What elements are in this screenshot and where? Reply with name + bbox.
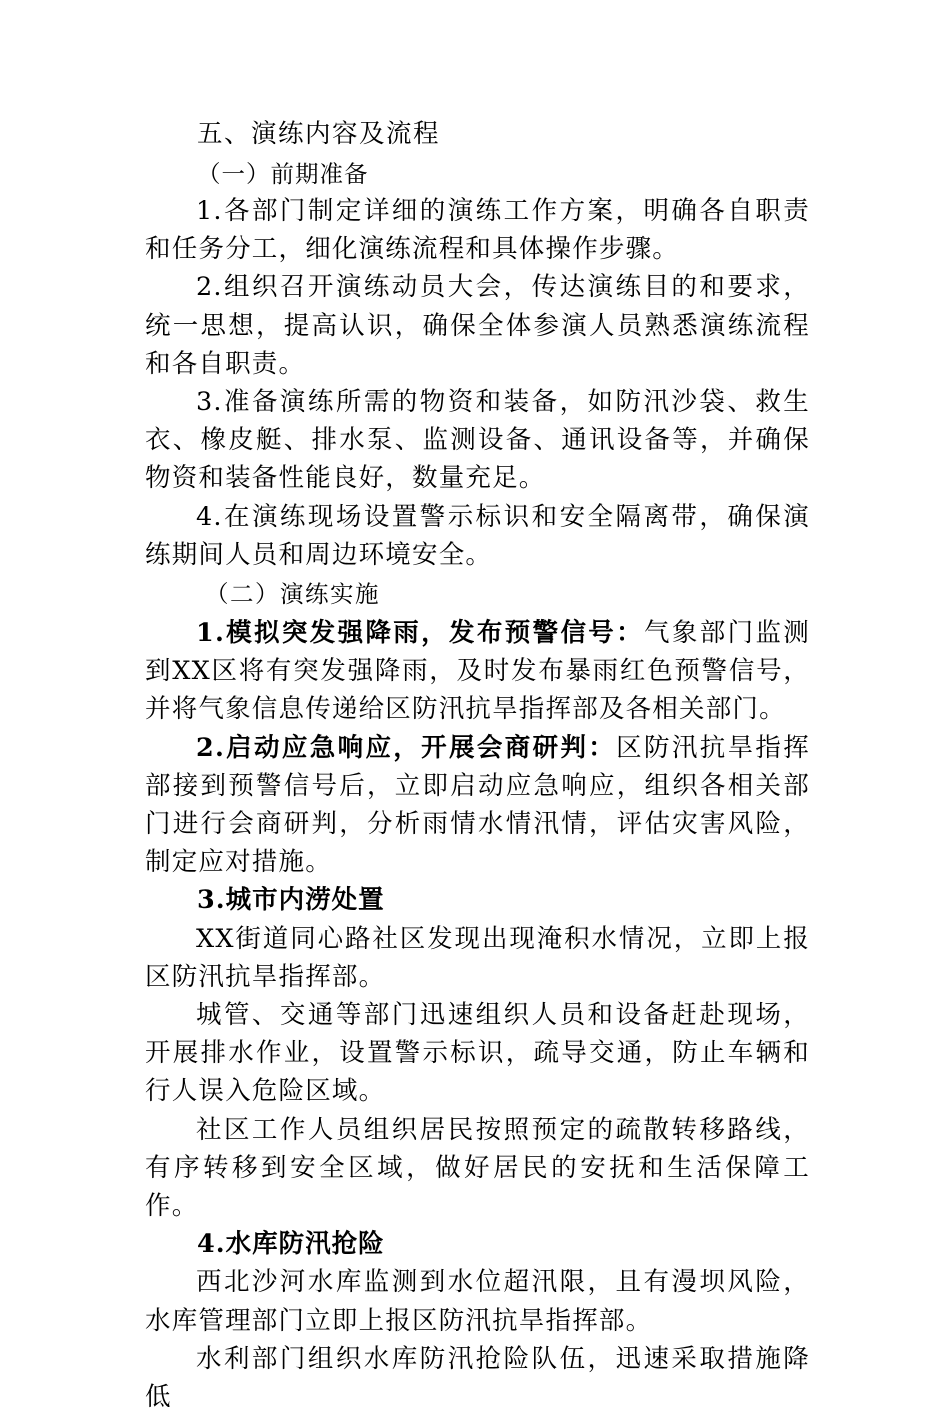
step-heading: 2.启动应急响应，开展会商研判： — [196, 732, 617, 763]
paragraph: XX街道同心路社区发现出现淹积水情况，立即上报区防汛抗旱指挥部。 — [145, 923, 810, 992]
section-title: 五、演练内容及流程 — [197, 119, 441, 149]
paragraph-step-1 — [145, 614, 810, 729]
paragraph: 3.准备演练所需的物资和装备，如防汛沙袋、救生衣、橡皮艇、排水泵、监测设备、通讯设备等，并确保物资和装备性能良好，数量充足。 — [145, 387, 810, 494]
paragraph: 2.组织召开演练动员大会，传达演练目的和要求，统一思想，提高认识，确保全体参演人员熟悉演练流程和各自职责。 — [145, 272, 810, 379]
paragraph: 4.在演练现场设置警示标识和安全隔离带，确保演练期间人员和周边环境安全。 — [145, 501, 810, 570]
paragraph: 1.各部门制定详细的演练工作方案，明确各自职责和任务分工，细化演练流程和具体操作步骤。 — [145, 196, 810, 265]
subsection-title-prep: （一）前期准备 — [197, 160, 369, 188]
document-body — [145, 112, 810, 1416]
step-heading-4: 4.水库防汛抢险 — [197, 1229, 385, 1260]
paragraph: 西北沙河水库监测到水位超汛限，且有漫坝风险，水库管理部门立即上报区防汛抗旱指挥部。 — [145, 1267, 810, 1336]
step-heading: 1.模拟突发强降雨，发布预警信号： — [196, 618, 645, 649]
paragraph: 社区工作人员组织居民按照预定的疏散转移路线，有序转移到安全区域，做好居民的安抚和生活保障工作。 — [145, 1114, 810, 1222]
step-text: 区防汛抗旱指挥部接到预警信号后，立即启动应急响应，组织各相关部门进行会商研判，分析雨情水情汛情，评估灾害风险，制定应对措施。 — [145, 732, 810, 878]
subsection-title-implementation: （二）演练实施 — [205, 580, 380, 609]
paragraph: 城管、交通等部门迅速组织人员和设备赶赴现场，开展排水作业，设置警示标识，疏导交通，防止车辆和行人误入危险区域。 — [145, 1000, 810, 1107]
step-text: 气象部门监测到XX区将有突发强降雨，及时发布暴雨红色预警信号，并将气象信息传递给区防汛抗旱指挥部及各相关部门。 — [145, 618, 810, 725]
paragraph-step-2 — [145, 729, 810, 882]
paragraph: 水利部门组织水库防汛抢险队伍，迅速采取措施降低 — [145, 1343, 810, 1413]
step-heading-3: 3.城市内涝处置 — [197, 885, 385, 916]
